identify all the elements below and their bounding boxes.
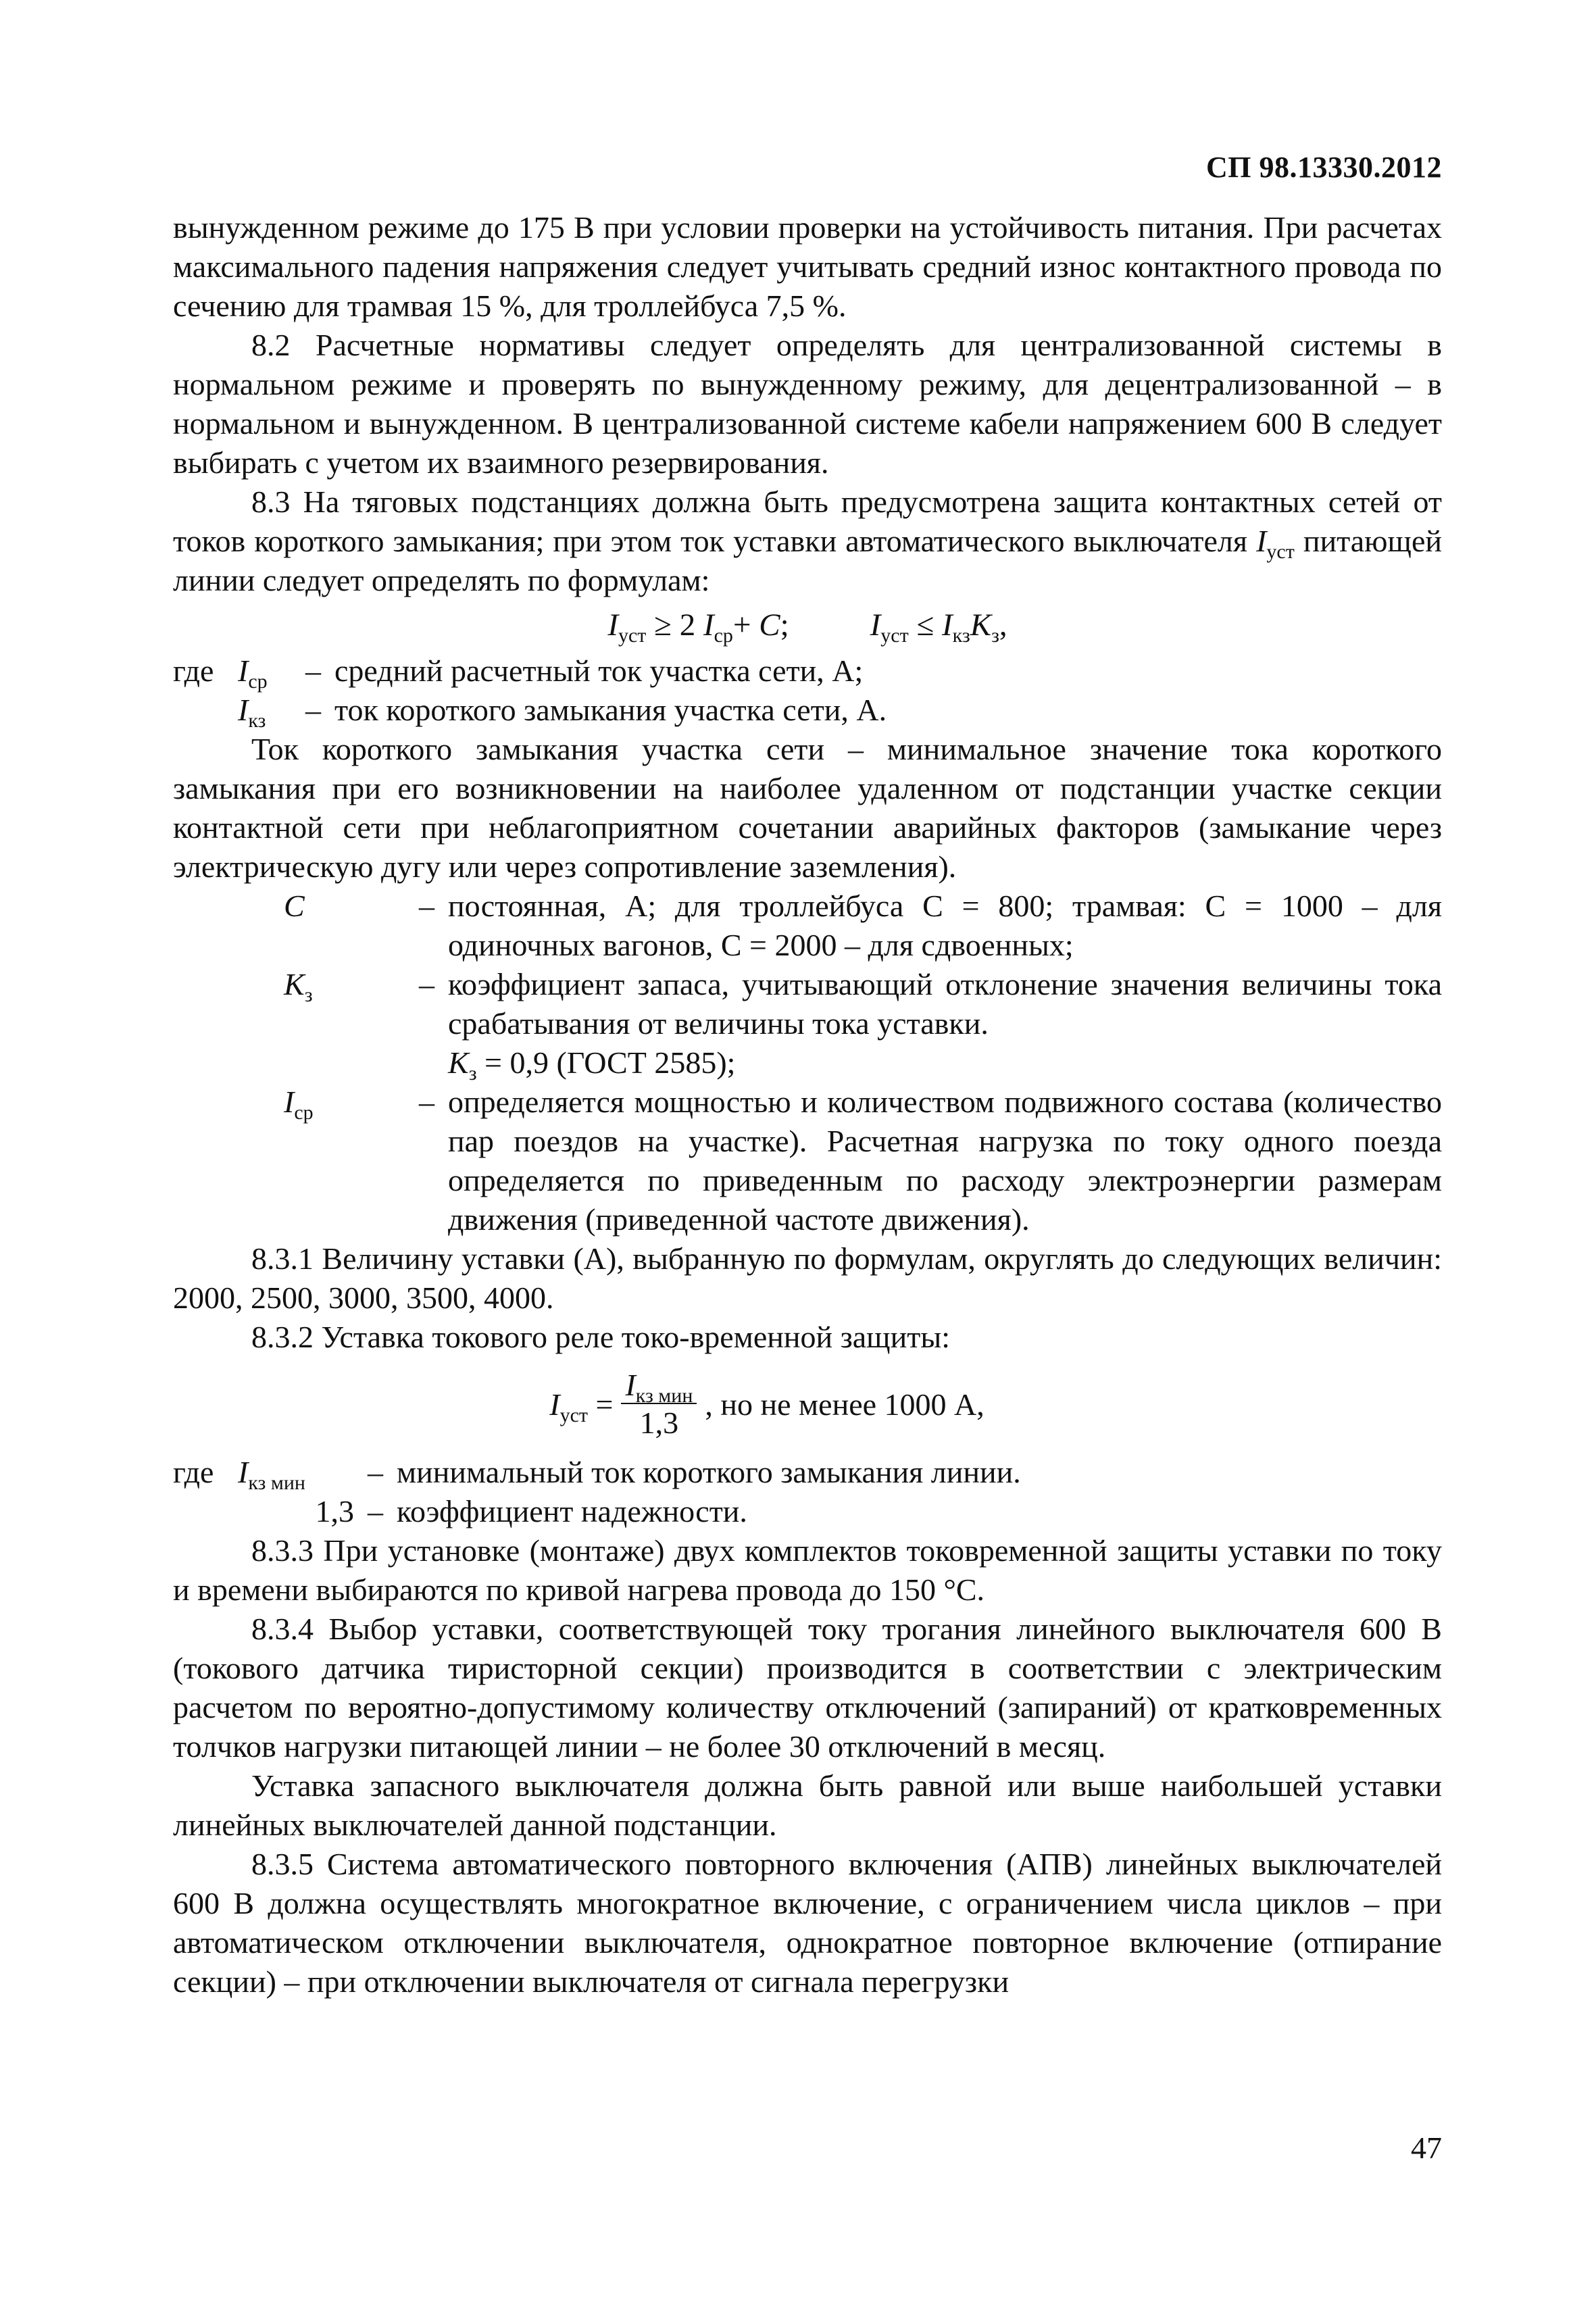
formula-lhs bbox=[549, 1385, 613, 1424]
formula-punct: , bbox=[999, 607, 1007, 643]
symbol-letter: C bbox=[284, 889, 305, 923]
formula-fraction bbox=[621, 1368, 697, 1442]
formula-punct: ; bbox=[780, 607, 789, 643]
paragraph-8-3-4: 8.3.4 Выбор уставки, соответствующей току трогания линейного выключателя 600 В (токового датчика тиристорной секции) производится в соответствии с электрическим расчетом по вероятно-допустимому количеству отключений (запираний) от кратковременных толчков нагрузки питающей линии – не более 30 отключений в месяц. bbox=[173, 1612, 1442, 1764]
page-body bbox=[173, 208, 1442, 2001]
definition-text-block bbox=[448, 965, 1442, 1085]
symbol-letter: I bbox=[238, 1455, 249, 1489]
formula-subscript: уст bbox=[559, 1404, 588, 1426]
symbol-letter: I bbox=[238, 693, 249, 727]
definition-row bbox=[173, 651, 1442, 691]
paragraph-8-3-3: 8.3.3 При установке (монтаже) двух комплектов токовременной защиты уставки по току и времени выбираются по кривой нагрева провода до 150 °С. bbox=[173, 1533, 1442, 1607]
paragraph-8-3-5: 8.3.5 Система автоматического повторного включения (АПВ) линейных выключателей 600 В должна осуществлять многократное включение, с ограничением числа циклов – при автоматическом отключении выключателя, однократное повторное включение (отпирание секции) – при отключении выключателя от сигнала перегрузки bbox=[173, 1847, 1442, 1999]
definition-row bbox=[173, 1082, 1442, 1239]
definition-lead: где bbox=[173, 653, 214, 688]
formula-tail-text: , но не менее 1000 А, bbox=[705, 1387, 984, 1422]
definition-dash: – bbox=[305, 693, 321, 727]
paragraph-short-circuit: Ток короткого замыкания участка сети – минимальное значение тока короткого замыкания при его возникновении на наиболее удаленном от подстанции участке секции контактной сети при неблагоприятном сочетании аварийных факторов (замыкание через электрическую дугу или через сопротивление заземления). bbox=[173, 732, 1442, 884]
paragraph-continuation: вынужденном режиме до 175 В при условии проверки на устойчивость питания. При расчетах максимального падения напряжения следует учитывать средний износ контактного провода по сечению для трамвая 15 %, для троллейбуса 7,5 %. bbox=[173, 210, 1442, 323]
page-number: 47 bbox=[1411, 2131, 1442, 2165]
definition-row bbox=[173, 965, 1442, 1085]
formula-operator: + bbox=[732, 607, 759, 643]
symbol-letter: K bbox=[448, 1045, 469, 1080]
symbol-letter: I bbox=[284, 1085, 295, 1119]
definition-dash: – bbox=[368, 1494, 383, 1528]
paragraph-8-2: 8.2 Расчетные нормативы следует определять для централизованной системы в нормальном режиме и проверять по вынужденному режиму, для децентрализованной – в нормальном и вынужденном. В централизованной системе кабели напряжением 600 В следует выбирать с учетом их взаимного резервирования. bbox=[173, 328, 1442, 480]
formula-subscript: ср bbox=[714, 624, 733, 647]
definition-text: коэффициент запаса, учитывающий отклонение значения величины тока срабатывания от величины тока уставки. bbox=[448, 967, 1442, 1041]
definition-text: средний расчетный ток участка сети, А; bbox=[334, 653, 864, 688]
formula-operator: ≤ bbox=[908, 607, 943, 643]
symbol-subscript: з bbox=[468, 1062, 477, 1085]
formula-subscript: уст bbox=[618, 624, 647, 647]
definition-dash: – bbox=[419, 889, 434, 923]
definition-text: постоянная, А; для троллейбуса C = 800; трамвая: C = 1000 – для одиночных вагонов, C = 2000 – для сдвоенных; bbox=[448, 889, 1442, 962]
subscript-ust: уст bbox=[1266, 541, 1295, 563]
definition-lead: где bbox=[173, 1455, 214, 1489]
symbol-i: I bbox=[1256, 524, 1267, 558]
symbol-subscript: кз bbox=[248, 710, 266, 732]
paragraph-reserve-breaker: Уставка запасного выключателя должна быть равной или выше наибольшей уставки линейных выключателей данной подстанции. bbox=[173, 1768, 1442, 1842]
kz-value-text: = 0,9 (ГОСТ 2585); bbox=[476, 1045, 736, 1080]
definitions-list-2 bbox=[173, 887, 1442, 1239]
symbol-letter: I bbox=[238, 653, 249, 688]
formula-symbol: I bbox=[703, 607, 714, 643]
formula-symbol: I bbox=[607, 607, 618, 643]
formula-symbol: C bbox=[759, 607, 780, 643]
formula-symbol: K bbox=[970, 607, 992, 643]
formula-subscript: з bbox=[991, 624, 999, 647]
formula-relay-setting bbox=[173, 1368, 1442, 1442]
definition-dash: – bbox=[305, 653, 321, 688]
formula-subscript: уст bbox=[880, 624, 909, 647]
definition-row bbox=[173, 691, 1442, 730]
definition-dash: – bbox=[368, 1455, 383, 1489]
definition-dash: – bbox=[419, 967, 434, 1001]
definition-dash: – bbox=[419, 1085, 434, 1119]
paragraph-8-3-1: 8.3.1 Величину уставки (А), выбранную по формулам, округлять до следующих величин: 2000, 2500, 3000, 3500, 4000. bbox=[173, 1241, 1442, 1315]
definition-text: минимальный ток короткого замыкания линии. bbox=[397, 1455, 1021, 1489]
symbol-subscript: з bbox=[304, 984, 313, 1006]
formula-current-setting bbox=[173, 605, 1442, 645]
definition-text: коэффициент надежности. bbox=[397, 1494, 747, 1528]
symbol-number: 1,3 bbox=[315, 1494, 354, 1528]
document-code-header: СП 98.13330.2012 bbox=[1206, 151, 1442, 184]
fraction-numerator bbox=[621, 1368, 697, 1407]
paragraph-8-3-2: 8.3.2 Уставка токового реле токо-временной защиты: bbox=[251, 1320, 951, 1354]
fraction-denominator: 1,3 bbox=[639, 1405, 679, 1440]
definition-symbol bbox=[173, 887, 405, 926]
definition-row bbox=[173, 1492, 1442, 1531]
definitions-list-1 bbox=[173, 651, 1442, 730]
symbol-subscript: ср bbox=[294, 1101, 314, 1124]
formula-subscript: кз bbox=[952, 624, 970, 647]
paragraph-8-3-text-b: питающей линии следует определять по формулам: bbox=[173, 524, 1442, 597]
formula-symbol: I bbox=[625, 1368, 636, 1402]
formula-symbol: I bbox=[942, 607, 953, 643]
formula-subscript: кз мин bbox=[635, 1385, 693, 1407]
definition-symbol bbox=[238, 691, 292, 730]
symbol-subscript: кз мин bbox=[248, 1472, 305, 1494]
definition-symbol bbox=[173, 965, 405, 1004]
definition-symbol bbox=[238, 1453, 354, 1492]
definition-row bbox=[173, 887, 1442, 965]
formula-symbol: I bbox=[549, 1387, 560, 1422]
symbol-subscript: ср bbox=[248, 670, 268, 693]
definition-symbol bbox=[238, 651, 292, 691]
definitions-list-3 bbox=[173, 1453, 1442, 1531]
definition-text: ток короткого замыкания участка сети, А. bbox=[334, 693, 887, 727]
paragraph-8-3-text-a: 8.3 На тяговых подстанциях должна быть предусмотрена защита контактных сетей от токов короткого замыкания; при этом ток уставки автоматического выключателя bbox=[173, 484, 1442, 558]
definition-symbol bbox=[238, 1492, 354, 1531]
symbol-letter: K bbox=[284, 967, 305, 1001]
formula-operator: = bbox=[588, 1387, 614, 1422]
definition-symbol bbox=[173, 1082, 405, 1122]
definition-row bbox=[173, 1453, 1442, 1492]
paragraph-8-3 bbox=[173, 482, 1442, 600]
definition-text: определяется мощностью и количеством подвижного состава (количество пар поездов на участке). Расчетная нагрузка по току одного поезда определяется по приведенным по расходу электроэнергии размерам движения (приведенной частоте движения). bbox=[448, 1085, 1442, 1237]
formula-symbol: I bbox=[870, 607, 881, 643]
formula-operator: ≥ 2 bbox=[646, 607, 703, 643]
